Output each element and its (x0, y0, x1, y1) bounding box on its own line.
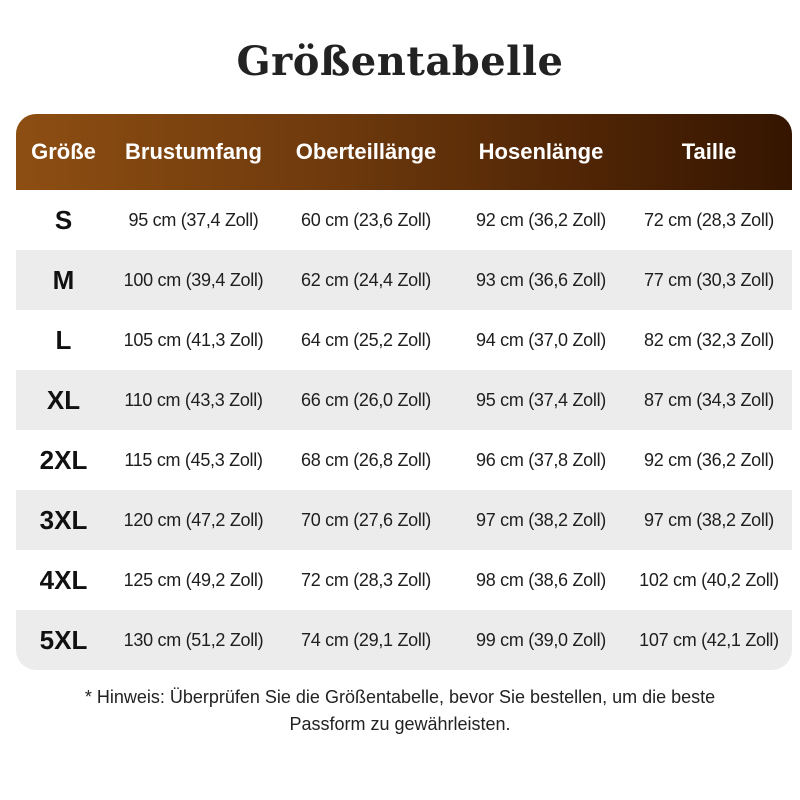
table-cell: 96 cm (37,8 Zoll) (476, 449, 606, 470)
size-label: 3XL (39, 504, 88, 535)
table-cell: 82 cm (32,3 Zoll) (644, 329, 774, 350)
table-cell: 92 cm (36,2 Zoll) (476, 209, 606, 230)
table-cell: 97 cm (38,2 Zoll) (476, 509, 606, 530)
table-cell: 74 cm (29,1 Zoll) (301, 629, 431, 650)
table-cell: 115 cm (45,3 Zoll) (124, 449, 263, 470)
size-label: L (55, 324, 72, 355)
table-cell: 107 cm (42,1 Zoll) (639, 629, 779, 650)
table-cell: 62 cm (24,4 Zoll) (301, 269, 431, 290)
table-cell: 97 cm (38,2 Zoll) (644, 509, 774, 530)
table-cell: 130 cm (51,2 Zoll) (123, 629, 264, 650)
table-cell: 66 cm (26,0 Zoll) (301, 389, 431, 410)
size-label: 5XL (39, 624, 88, 655)
table-cell: 120 cm (47,2 Zoll) (123, 509, 264, 530)
size-label: 4XL (39, 564, 88, 595)
table-cell: 64 cm (25,2 Zoll) (301, 329, 431, 350)
table-row (16, 190, 792, 250)
table-cell: 95 cm (37,4 Zoll) (128, 209, 259, 230)
table-cell: 125 cm (49,2 Zoll) (123, 569, 264, 590)
table-cell: 93 cm (36,6 Zoll) (476, 269, 606, 290)
size-label: XL (46, 384, 81, 415)
table-row (16, 310, 792, 370)
table-cell: 100 cm (39,4 Zoll) (123, 269, 264, 290)
table-cell: 72 cm (28,3 Zoll) (644, 209, 774, 230)
table-cell: 87 cm (34,3 Zoll) (644, 389, 774, 410)
table-cell: 72 cm (28,3 Zoll) (301, 569, 431, 590)
footnote-line-1: * Hinweis: Überprüfen Sie die Größentabelle, bevor Sie bestellen, um die beste (84, 687, 716, 707)
table-header-row (16, 114, 792, 190)
table-cell: 77 cm (30,3 Zoll) (644, 269, 774, 290)
header-waist: Taille (681, 139, 737, 164)
header-pants-length: Hosenlänge (478, 139, 604, 164)
size-label: S (54, 204, 73, 235)
table-cell: 98 cm (38,6 Zoll) (476, 569, 606, 590)
table-row (16, 370, 792, 430)
table-cell: 94 cm (37,0 Zoll) (476, 329, 606, 350)
table-row (16, 250, 792, 310)
table-cell: 105 cm (41,3 Zoll) (123, 329, 264, 350)
table-row (16, 490, 792, 550)
page-title: Größentabelle (236, 38, 564, 85)
size-label: 2XL (39, 444, 88, 475)
table-row (16, 550, 792, 610)
size-chart-table (16, 114, 792, 670)
table-cell: 102 cm (40,2 Zoll) (639, 569, 779, 590)
table-cell: 92 cm (36,2 Zoll) (644, 449, 774, 470)
header-top-length: Oberteillänge (295, 139, 437, 164)
size-label: M (52, 264, 75, 295)
table-cell: 99 cm (39,0 Zoll) (476, 629, 606, 650)
table-cell: 110 cm (43,3 Zoll) (124, 389, 263, 410)
header-size: Größe (31, 139, 96, 164)
table-cell: 60 cm (23,6 Zoll) (301, 209, 431, 230)
footnote-line-2: Passform zu gewährleisten. (289, 714, 511, 734)
table-row (16, 610, 792, 670)
table-cell: 95 cm (37,4 Zoll) (476, 389, 606, 410)
table-cell: 70 cm (27,6 Zoll) (301, 509, 431, 530)
table-row (16, 430, 792, 490)
header-chest: Brustumfang (125, 139, 262, 164)
footnote (40, 684, 760, 738)
table-cell: 68 cm (26,8 Zoll) (301, 449, 431, 470)
